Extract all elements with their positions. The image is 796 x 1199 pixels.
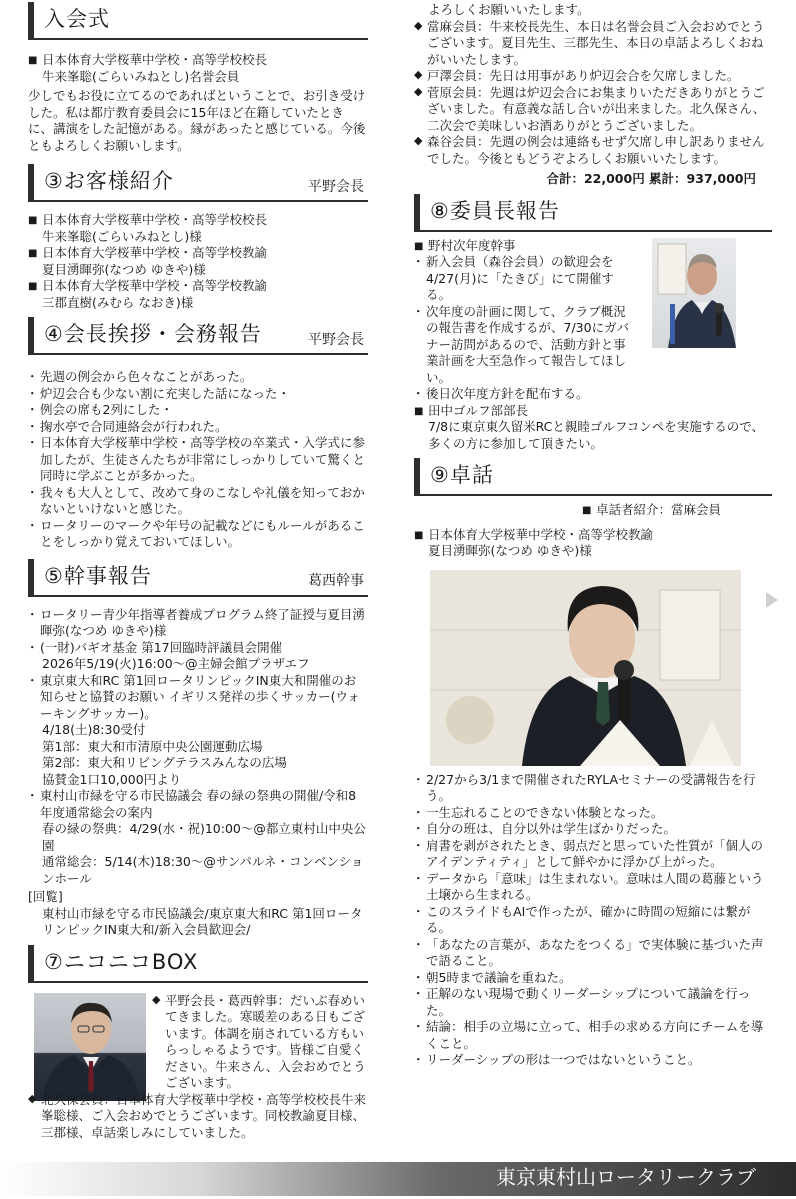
circulation-text: 東村山市緑を守る市民協議会/東京東大和RC 第1回ロータリンピックIN東大和/新入会員歓迎会/ bbox=[42, 905, 363, 937]
nikoniko-entry-text: ◆ 當麻会員：牛来校長先生、本日は名誉会員ご入会おめでとうございます。夏目先生、三郡先生、本日の卓話よろしくおねがいいたします。 bbox=[414, 19, 772, 69]
list-item: ・ 結論：相手の立場に立って、相手の求める方向にチームを導くこと。 bbox=[414, 1019, 772, 1052]
list-item: ・ 正解のない現場で動くリーダーシップについて議論を行った。 bbox=[414, 986, 772, 1019]
list-item: ・ 先週の例会から色々なことがあった。 bbox=[28, 369, 368, 386]
list-item: ・ 例会の席も2列にした・ bbox=[28, 402, 368, 419]
guest-line: ■ 日本体育大学桜華中学校・高等学校教諭 bbox=[28, 278, 368, 295]
list-item: ・ 後日次年度方針を配布する。 bbox=[414, 386, 772, 403]
circulation-label: [回覧] bbox=[28, 889, 63, 904]
speaker-photo-icon bbox=[430, 570, 741, 766]
section-committee-header bbox=[414, 194, 772, 232]
guest-list bbox=[28, 212, 368, 311]
section-nikoniko-header bbox=[28, 945, 368, 983]
nikoniko-continued bbox=[414, 2, 772, 188]
committee-body bbox=[414, 238, 772, 453]
talk-intro bbox=[414, 502, 772, 519]
nikoniko-entry-text: ◆ 北久保会員：日本体育大学桜華中学校・高等学校校長牛来峯聡様、ご入会おめでとうございます。同校教諭夏目様、三郡様、卓話楽しみにしていました。 bbox=[28, 1092, 368, 1142]
guest-line: ■ 日本体育大学桜華中学校・高等学校校長 bbox=[28, 212, 368, 229]
list-item-detail: 通常総会：5/14(木)18:30～@サンパルネ・コンベンションホール bbox=[42, 854, 364, 886]
section-talk-header bbox=[414, 458, 772, 496]
guest-school-line: ■ 日本体育大学桜華中学校・高等学校校長 bbox=[28, 52, 368, 69]
section-title: ③お客様紹介 bbox=[44, 169, 174, 194]
person-silhouette-icon bbox=[34, 993, 146, 1101]
section-president-header bbox=[28, 317, 368, 355]
list-item-detail: 協賛金1口10,000円より bbox=[42, 771, 182, 787]
nikoniko-total: 合計：22,000円 累計：937,000円 bbox=[546, 171, 756, 186]
section-secretary-header bbox=[28, 559, 368, 597]
nikoniko-entry bbox=[152, 993, 368, 1092]
guest-line: 夏目湧暉弥(なつめ ゆきや)様 bbox=[42, 261, 206, 277]
section-presenter: 平野会長 bbox=[308, 178, 364, 195]
list-item: ・ 自分の班は、自分以外は学生ばかりだった。 bbox=[414, 821, 772, 838]
talk-introducer: ■ 卓話者紹介：當麻会員 bbox=[582, 502, 772, 519]
nikoniko-entry bbox=[28, 1092, 368, 1142]
talk-speaker bbox=[414, 527, 772, 560]
section-presenter: 葛西幹事 bbox=[308, 573, 364, 590]
nikoniko-entry-text: ◆ 菅原会員：先週は炉辺会合にお集まりいただきありがとうございました。有意義な話し合いが出来ました。北久保さん、二次会で美味しいお酒ありがとうございました。 bbox=[414, 85, 772, 135]
section-title: ④会長挨拶・会務報告 bbox=[44, 322, 262, 347]
committee-list bbox=[414, 254, 636, 386]
list-item: ・ 新入会員（森谷会員）の歓迎会を4/27(月)に「たきび」にて開催する。 bbox=[414, 254, 636, 304]
list-item: ・ (一財)バギオ基金 第17回臨時評議員会開催 bbox=[28, 640, 368, 657]
nikoniko-entry-text: ◆ 平野会長・葛西幹事：だいぶ春めいてきました。寒暖差のある日もございます。体調を崩されている方もいらっしゃるようです。皆様ご自愛ください。牛来さん、入会おめでとうございます。 bbox=[152, 993, 368, 1092]
list-item: ・ 次年度の計画に関して、クラブ概況の報告書を作成するが、7/30にガバナー訪問があるので、活動方針と事業計画を大至急作って報告してほしい。 bbox=[414, 304, 636, 387]
guest-line: ■ 日本体育大学桜華中学校・高等学校教諭 bbox=[28, 245, 368, 262]
list-item-detail: 4/18(土)8:30受付 bbox=[42, 722, 146, 737]
guest-name-line: 牛来峯聡(ごらいみねとし)名誉会員 bbox=[42, 68, 240, 84]
section-guests-header bbox=[28, 164, 368, 202]
talk-photo bbox=[430, 570, 741, 766]
speaker-photo-icon bbox=[652, 238, 736, 348]
section-title: ⑧委員長報告 bbox=[430, 198, 560, 223]
list-item: ・ ロータリー青少年指導者養成プログラム終了証授与夏目湧暉弥(なつめ ゆきや)様 bbox=[28, 607, 368, 640]
list-item: ・ 2/27から3/1まで開催されたRYLAセミナーの受講報告を行う。 bbox=[414, 772, 772, 805]
welcome-guest bbox=[28, 52, 368, 85]
guest-line: 三郡直樹(みむら なおき)様 bbox=[42, 294, 194, 310]
club-name: 東京東村山ロータリークラブ bbox=[496, 1165, 756, 1189]
left-column bbox=[28, 0, 368, 1141]
nikoniko-entry-tail: よろしくお願いいたします。 bbox=[428, 2, 590, 17]
list-item-detail: 第2部：東大和リビングテラスみんなの広場 bbox=[42, 755, 287, 770]
nikoniko-entry-text: ◆ 戸澤会員：先日は用事があり炉辺会合を欠席しました。 bbox=[414, 68, 772, 85]
list-item-detail: 第1部：東大和市清原中央公園運動広場 bbox=[42, 738, 263, 754]
list-item: ・ 東村山市緑を守る市民協議会 春の緑の祭典の開催/令和8年度通常総会の案内 bbox=[28, 788, 368, 821]
list-item: ・ このスライドもAIで作ったが、確かに時間の短縮には繋がる。 bbox=[414, 904, 772, 937]
section-title: ⑦ニコニコBOX bbox=[44, 949, 199, 974]
list-item: ・ 炉辺会合も少ない割に充実した話になった・ bbox=[28, 386, 368, 403]
section-title: 入会式 bbox=[44, 7, 110, 32]
speaker-school-line: ■ 日本体育大学桜華中学校・高等学校教諭 bbox=[414, 527, 772, 544]
right-column bbox=[414, 0, 772, 1069]
president-report-list bbox=[28, 369, 368, 551]
list-item-detail: 春の緑の祭典：4/29(水・祝)10:00～@都立東村山中央公園 bbox=[42, 821, 366, 853]
list-item: ・ 朝5時まで議論を重ねた。 bbox=[414, 970, 772, 987]
nikoniko-body bbox=[28, 993, 368, 1142]
next-page-arrow-icon[interactable] bbox=[766, 592, 778, 608]
section-title: ⑨卓話 bbox=[430, 463, 494, 488]
committee-speaker: ■ 田中ゴルフ部部長 bbox=[414, 403, 772, 420]
list-item: ・ 日本体育大学桜華中学校・高等学校の卒業式・入学式に参加したが、生徒さんたちが非常にしっかりしていて驚くと同時に学ぶことが多かった。 bbox=[28, 435, 368, 485]
nikoniko-entry-text: ◆ 森谷会員：先週の例会は連絡もせず欠席し申し訳ありませんでした。今後ともどうぞよろしくお願いいたします。 bbox=[414, 134, 772, 167]
golf-announcement: 7/8に東京東久留米RCと親睦ゴルフコンペを実施するので、多くの方に参加して頂きたい。 bbox=[428, 419, 765, 451]
list-item: ・ 我々も大人として、改めて身のこなしや礼儀を知っておかないといけないと感じた。 bbox=[28, 485, 368, 518]
list-item: ・ 「あなたの言葉が、あなたをつくる」で実体験に基づいた声で語ること。 bbox=[414, 937, 772, 970]
committee-speaker: ■ 野村次年度幹事 bbox=[414, 238, 772, 255]
guest-line: 牛来峯聡(ごらいみねとし)様 bbox=[42, 228, 202, 244]
talk-summary-list bbox=[414, 772, 772, 1069]
list-item: ・ 一生忘れることのできない体験となった。 bbox=[414, 805, 772, 822]
list-item: ・ データから「意味」は生まれない。意味は人間の葛藤という土壌から生まれる。 bbox=[414, 871, 772, 904]
section-welcome-header bbox=[28, 2, 368, 40]
list-item: ・ 東京東大和RC 第1回ロータリンピックIN東大和開催のお知らせと協賛のお願い イギリス発祥の歩くサッカー(ウォーキングサッカー)。 bbox=[28, 673, 368, 723]
welcome-speech: 少しでもお役に立てるのであればということで、お引き受けした。私は都庁教育委員会に15年ほど在籍していたときに、講演をした記憶がある。縁があったと感じている。今後ともよろしくお願いします。 bbox=[28, 88, 366, 153]
list-item: ・ ロータリーのマークや年号の記載などにもルールがあることをしっかり覚えておいてほしい。 bbox=[28, 518, 368, 551]
section-title: ⑤幹事報告 bbox=[44, 563, 152, 588]
list-item: ・ リーダーシップの形は一つではないということ。 bbox=[414, 1052, 772, 1069]
speaker-name-line: 夏目湧暉弥(なつめ ゆきや)様 bbox=[428, 543, 592, 558]
committee-photo bbox=[652, 238, 736, 348]
circulation bbox=[28, 889, 368, 939]
section-presenter: 平野会長 bbox=[308, 331, 364, 348]
footer-banner bbox=[0, 1162, 796, 1196]
list-item-detail: 2026年5/19(火)16:00～@主婦会館プラザエフ bbox=[42, 656, 310, 671]
member-photo bbox=[34, 993, 146, 1101]
list-item: ・ 肩書を剥がされたとき、弱点だと思っていた性質が「個人のアイデンティティ」として鮮やかに浮かび上がった。 bbox=[414, 838, 772, 871]
secretary-report-list bbox=[28, 607, 368, 888]
list-item: ・ 掬水亭で合同連絡会が行われた。 bbox=[28, 419, 368, 436]
